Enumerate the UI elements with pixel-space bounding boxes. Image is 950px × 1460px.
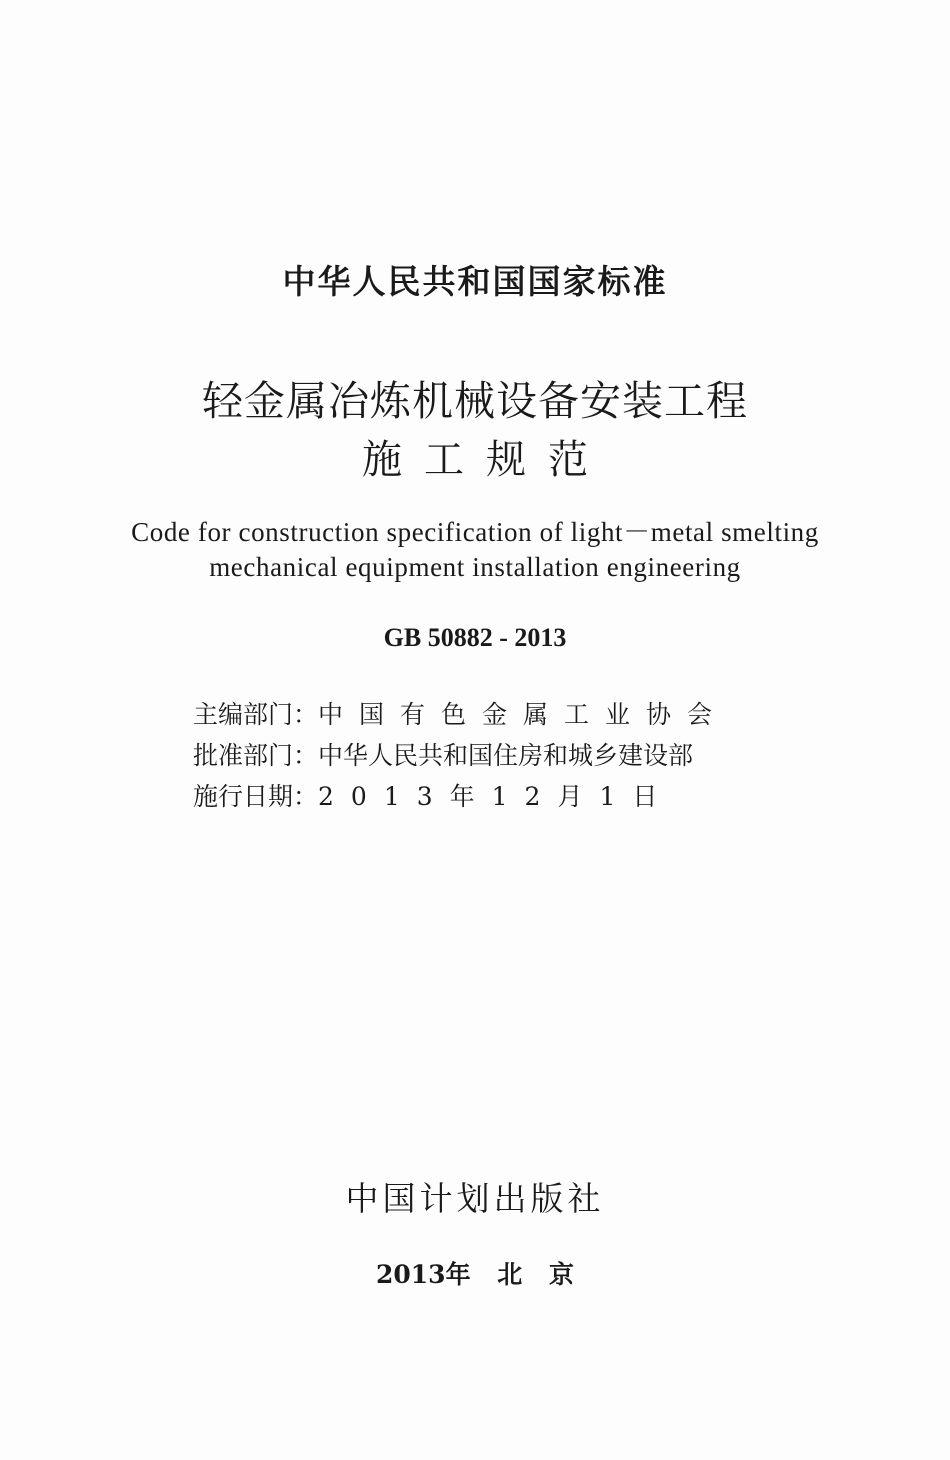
meta-label: 批准部门： [193, 741, 319, 770]
publication-year-place: 2013年 北 京 [376, 1260, 574, 1289]
meta-label: 主编部门： [193, 700, 319, 729]
national-standard-heading: 中华人民共和国国家标准 [282, 262, 668, 301]
english-title-line-2: mechanical equipment installation engineering [209, 552, 741, 582]
meta-approval-dept [193, 736, 753, 772]
english-title-line-1: Code for construction specification of light－metal smelting [131, 517, 819, 547]
standard-code: GB 50882 - 2013 [383, 623, 567, 652]
title-line-2: 施工规范 [362, 437, 610, 483]
meta-label: 施行日期： [193, 782, 319, 811]
meta-value: 2013年12月1日 [318, 782, 675, 811]
meta-effective-date [193, 777, 753, 813]
publisher-name: 中国计划出版社 [345, 1179, 605, 1218]
meta-value: 中国有色金属工业协会 [318, 700, 729, 729]
title-line-1: 轻金属冶炼机械设备安装工程 [202, 377, 748, 425]
meta-value: 中华人民共和国住房和城乡建设部 [318, 741, 694, 770]
meta-editor-dept [193, 695, 753, 731]
